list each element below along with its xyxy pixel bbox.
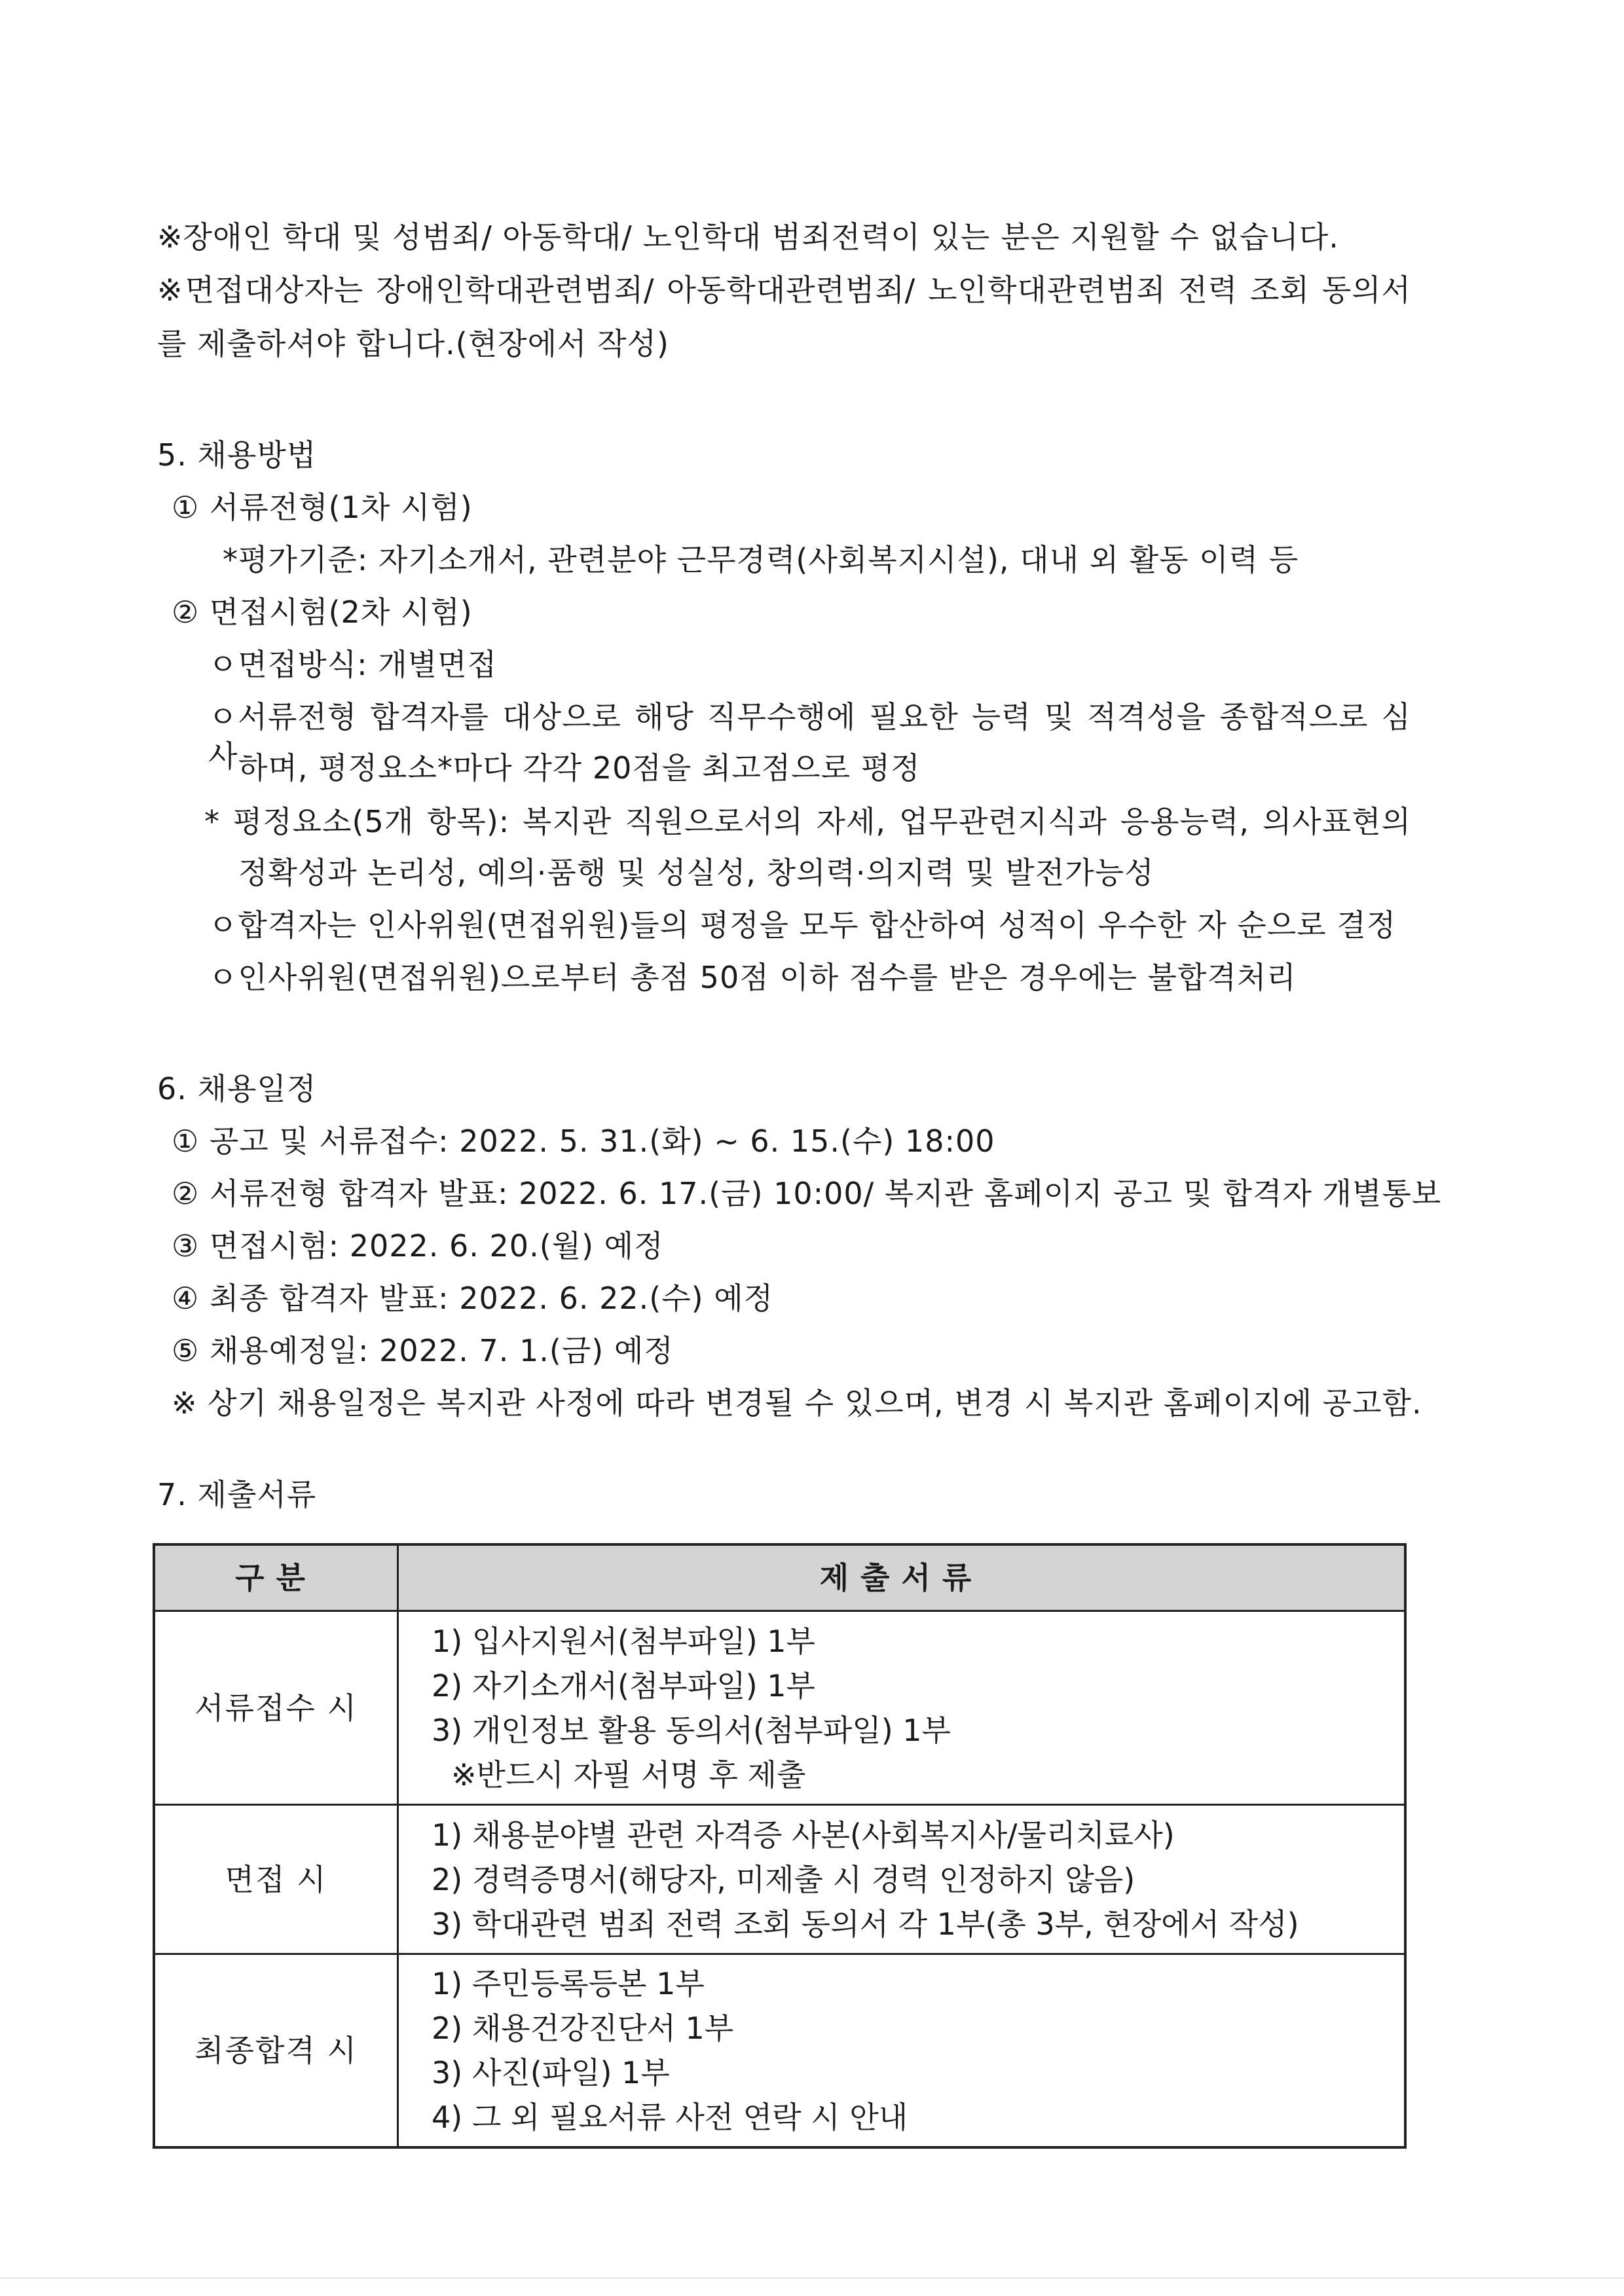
row-category: 면접 시 [154, 1805, 398, 1954]
row-documents [398, 1805, 1406, 1954]
document-item: 2) 경력증명서(해당자, 미제출 시 경력 인정하지 않음) [432, 1861, 1135, 1897]
row-category: 서류접수 시 [154, 1611, 398, 1805]
notice-line-2b: 를 제출하셔야 합니다.(현장에서 작성) [157, 326, 669, 361]
section-5-bullet-1: ㅇ면접방식: 개별면접 [208, 647, 498, 682]
document-item: 3) 개인정보 활용 동의서(첨부파일) 1부 [432, 1712, 951, 1748]
table-row [154, 1954, 1405, 2148]
schedule-item: ② 서류전형 합격자 발표: 2022. 6. 17.(금) 10:00/ 복지관 홈페이지 공고 및 합격자 개별통보 [172, 1176, 1442, 1211]
header-documents: 제출서류 [398, 1544, 1406, 1611]
schedule-item: ⑤ 채용예정일: 2022. 7. 1.(금) 예정 [172, 1333, 674, 1368]
schedule-item: ① 공고 및 서류접수: 2022. 5. 31.(화) ~ 6. 15.(수) 18:00 [172, 1123, 995, 1159]
section-5-bullet-3: ㅇ합격자는 인사위원(면접위원)들의 평정을 모두 합산하여 성적이 우수한 자 순으로 결정 [208, 907, 1397, 943]
documents-table [153, 1543, 1407, 2149]
document-item: 3) 사진(파일) 1부 [432, 2055, 670, 2090]
section-5-title: 5. 채용방법 [157, 437, 317, 473]
section-6-title: 6. 채용일정 [157, 1071, 317, 1106]
section-5-bullet-2a: ㅇ서류전형 합격자를 대상으로 해당 직무수행에 필요한 능력 및 적격성을 종합적으로 심사 [208, 699, 1411, 774]
section-7-title: 7. 제출서류 [157, 1477, 317, 1512]
document-item: 1) 입사지원서(첨부파일) 1부 [432, 1623, 815, 1659]
row-documents [398, 1611, 1406, 1805]
schedule-item: ④ 최종 합격자 발표: 2022. 6. 22.(수) 예정 [172, 1281, 774, 1316]
section-5-factors-a: * 평정요소(5개 항목): 복지관 직원으로서의 자세, 업무관련지식과 응용능력, 의사표현의 [204, 804, 1411, 839]
header-category: 구분 [154, 1544, 398, 1611]
section-5-bullet-4: ㅇ인사위원(면접위원)으로부터 총점 50점 이하 점수를 받은 경우에는 불합격처리 [208, 960, 1297, 995]
document-item: 2) 자기소개서(첨부파일) 1부 [432, 1667, 815, 1704]
row-category: 최종합격 시 [154, 1954, 398, 2148]
document-item: 4) 그 외 필요서류 사전 연락 시 안내 [432, 2100, 908, 2135]
section-5-bullet-2b: 하며, 평정요소*마다 각각 20점을 최고점으로 평정 [238, 750, 921, 786]
schedule-note: ※ 상기 채용일정은 복지관 사정에 따라 변경될 수 있으며, 변경 시 복지관 홈페이지에 공고함. [172, 1385, 1422, 1421]
section-5-step-1: ① 서류전형(1차 시험) [172, 490, 473, 525]
table-header-row [154, 1544, 1405, 1611]
notice-line-2a: ※면접대상자는 장애인학대관련범죄/ 아동학대관련범죄/ 노인학대관련범죄 전력 조회 동의서 [157, 272, 1411, 308]
document-item: 1) 채용분야별 관련 자격증 사본(사회복지사/물리치료사) [432, 1817, 1175, 1853]
section-5-step-1-criteria: *평가기준: 자기소개서, 관련분야 근무경력(사회복지시설), 대내 외 활동 이력 등 [223, 542, 1299, 577]
table-row [154, 1805, 1405, 1954]
document-item: 3) 학대관련 범죄 전력 조회 동의서 각 1부(총 3부, 현장에서 작성) [432, 1906, 1299, 1942]
row-documents [398, 1954, 1406, 2148]
notice-line-1: ※장애인 학대 및 성범죄/ 아동학대/ 노인학대 범죄전력이 있는 분은 지원할 수 없습니다. [157, 219, 1339, 255]
document-note: ※반드시 자필 서명 후 제출 [451, 1757, 806, 1793]
section-5-factors-b: 정확성과 논리성, 예의·품행 및 성실성, 창의력·의지력 및 발전가능성 [238, 855, 1154, 890]
scan-edge-divider [0, 2277, 1624, 2279]
schedule-item: ③ 면접시험: 2022. 6. 20.(월) 예정 [172, 1228, 664, 1264]
document-item: 2) 채용건강진단서 1부 [432, 2011, 734, 2046]
document-item: 1) 주민등록등본 1부 [432, 1966, 705, 2001]
table-row [154, 1611, 1405, 1805]
section-5-step-2: ② 면접시험(2차 시험) [172, 594, 473, 630]
